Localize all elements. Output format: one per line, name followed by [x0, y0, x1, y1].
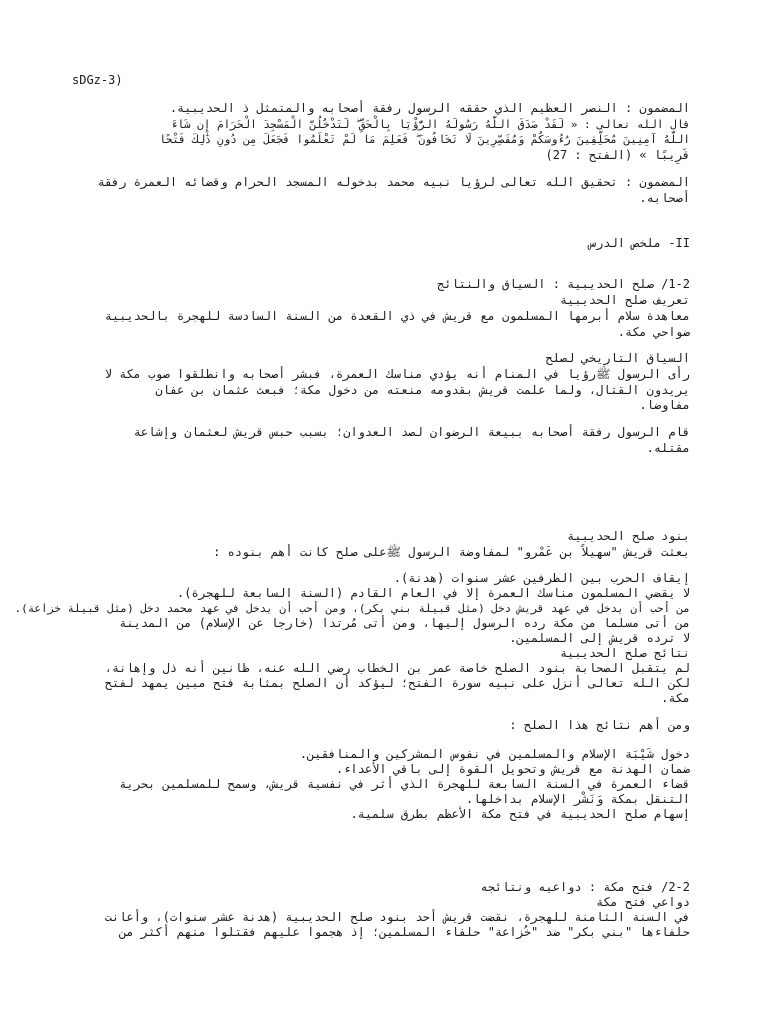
- heading-definition: تعريف صلح الحديبية: [559, 293, 690, 307]
- term-item-2: لا يقضي المسلمون مناسك العمرة إلا في العام القادم (السنة السابعة للهجرة).: [177, 586, 690, 600]
- heading-treaty-terms: بنود صلح الحديبية: [567, 529, 690, 543]
- heading-historical-context: السياق التاريخي لصلح: [545, 351, 690, 365]
- heading-treaty-results: نتائج صلح الحديبية: [559, 646, 690, 660]
- section-heading-lesson-summary: II- ملخص الدرس: [588, 236, 690, 250]
- subsection-heading-hudaybiyyah: 1-2/ صلح الحديبية : السياق والنتائج: [437, 277, 690, 291]
- result-item-4: إسهام صلح الحديبية في فتح مكة الأعظم بطرق سلمية.: [350, 807, 690, 821]
- quran-verse-reference: قَرِيبًا » (الفتح : 27): [545, 148, 690, 162]
- content-summary-2-cont: أصحابه.: [639, 191, 690, 205]
- paragraph-ridwan-1: قام الرسول رفقة أصحابه ببيعة الرضوان لصد العدوان؛ بسبب حبس قريش لعثمان وإشاعة: [133, 425, 690, 439]
- term-item-4-cont: لا ترده قريش إلى المسلمين.: [509, 631, 690, 645]
- result-item-3-cont: التنقل بمكة وَنَشْر الإسلام بداخلها.: [466, 792, 690, 806]
- paragraph-definition-cont: ضواحي مكة.: [617, 325, 690, 339]
- paragraph-terms-intro: بعثت قريش "سهيلاً بن عَمْرو" لمفاوضة الرسول ﷺعلى صلح كانت أهم بنوده :: [213, 545, 690, 559]
- paragraph-context-1: رأى الرسول ﷺرؤيا في المنام أنه يؤدي مناسك العمرة، فبشر أصحابه وانطلقوا صوب مكة لا: [104, 367, 690, 381]
- quran-verse-line-1: قال الله تعالى : « لَقَدْ صَدَقَ اللَّهُ رَسُولَهُ الرُّؤْيَا بِالْحَقِّ ۖ لَتَدْخُلُنَّ الْمَسْجِدَ الْحَرَامَ إِن شَاءَ: [170, 118, 690, 131]
- term-item-4: من أتى مسلما من مكة رده الرسول إليها، ومن أتى مُرتدا (خارجا عن الإسلام) من المدينة: [119, 616, 690, 630]
- paragraph-context-2: يريدون القتال، ولما علمت قريش بقدومه منعته من دخول مكة؛ فبعث عثمان بن عفان: [155, 383, 690, 397]
- quran-verse-line-2: اللَّهُ آمِنِينَ مُحَلِّقِينَ رُءُوسَكُمْ وَمُقَصِّرِينَ لَا تَخَافُونَ ۖ فَعَلِمَ مَا لَمْ تَعْلَمُوا فَجَعَلَ مِن دُونِ ذَٰلِكَ فَتْحًا: [159, 133, 690, 146]
- paragraph-context-3: مفاوضا.: [639, 398, 690, 412]
- paragraph-causes-2: حلفاءها "بني بكر" ضد "خُزاعة" حلفاء المسلمين؛ إذ هجموا عليهم فقتلوا منهم أكثر من: [119, 925, 690, 939]
- content-summary-2: المضمون : تحقيق الله تعالى لرؤيا نبيه محمد بدخوله المسجد الحرام وقضائه العمرة رفقة: [97, 175, 690, 189]
- paragraph-results-3: مكة.: [661, 691, 690, 705]
- content-summary-1: المضمون : النصر العظيم الذي حققه الرسول رفقة أصحابه والمتمثل ذ الحديبية.: [169, 101, 690, 115]
- term-item-3: من أحب أن يدخل في عهد قريش دخل (مثل قبيلة بني بكر)، ومن أحب أن يدخل في عهد محمد دخل (مثل قبيلة خزاعة).: [14, 602, 690, 615]
- paragraph-results-2: لكن الله تعالى أنزل على نبيه سورة الفتح؛ ليؤكد أن الصلح بمثابة فتح مبين يمهد لفتح: [104, 676, 690, 690]
- result-item-3: قضاء العمرة في السنة السابعة للهجرة الذي أثر في نفسية قريش، وسمح للمسلمين بحرية: [119, 777, 690, 791]
- paragraph-ridwan-2: مقتله.: [646, 441, 690, 455]
- paragraph-causes-1: في السنة الثامنة للهجرة، نقضت قريش أحد بنود صلح الحديبية (هدنة عشر سنوات)، وأعانت: [104, 910, 690, 924]
- heading-main-results: ومن أهم نتائج هذا الصلح :: [509, 718, 690, 732]
- document-id: sDGz-3): [72, 73, 123, 87]
- paragraph-results-1: لم يتقبل الصحابة بنود الصلح خاصة عمر بن الخطاب رضي الله عنه، ظانين أنه ذل وإهانة،: [104, 661, 690, 675]
- result-item-1: دخول شَيْبَة الإسلام والمسلمين في نفوس المشركين والمنافقين.: [299, 747, 690, 761]
- term-item-1: إيقاف الحرب بين الطرفين عشر سنوات (هدنة).: [393, 571, 690, 585]
- result-item-2: ضمان الهدنة مع قريش وتحويل القوة إلى باقي الأعداء.: [335, 762, 690, 776]
- heading-conquest-causes: دواعي فتح مكة: [596, 895, 690, 909]
- paragraph-definition: معاهدة سلام أبرمها المسلمون مع قريش في ذي القعدة من السنة السادسة للهجرة بالحديبية: [104, 309, 690, 323]
- subsection-heading-conquest-mecca: 2-2/ فتح مكة : دواعيه ونتائجه: [480, 880, 690, 894]
